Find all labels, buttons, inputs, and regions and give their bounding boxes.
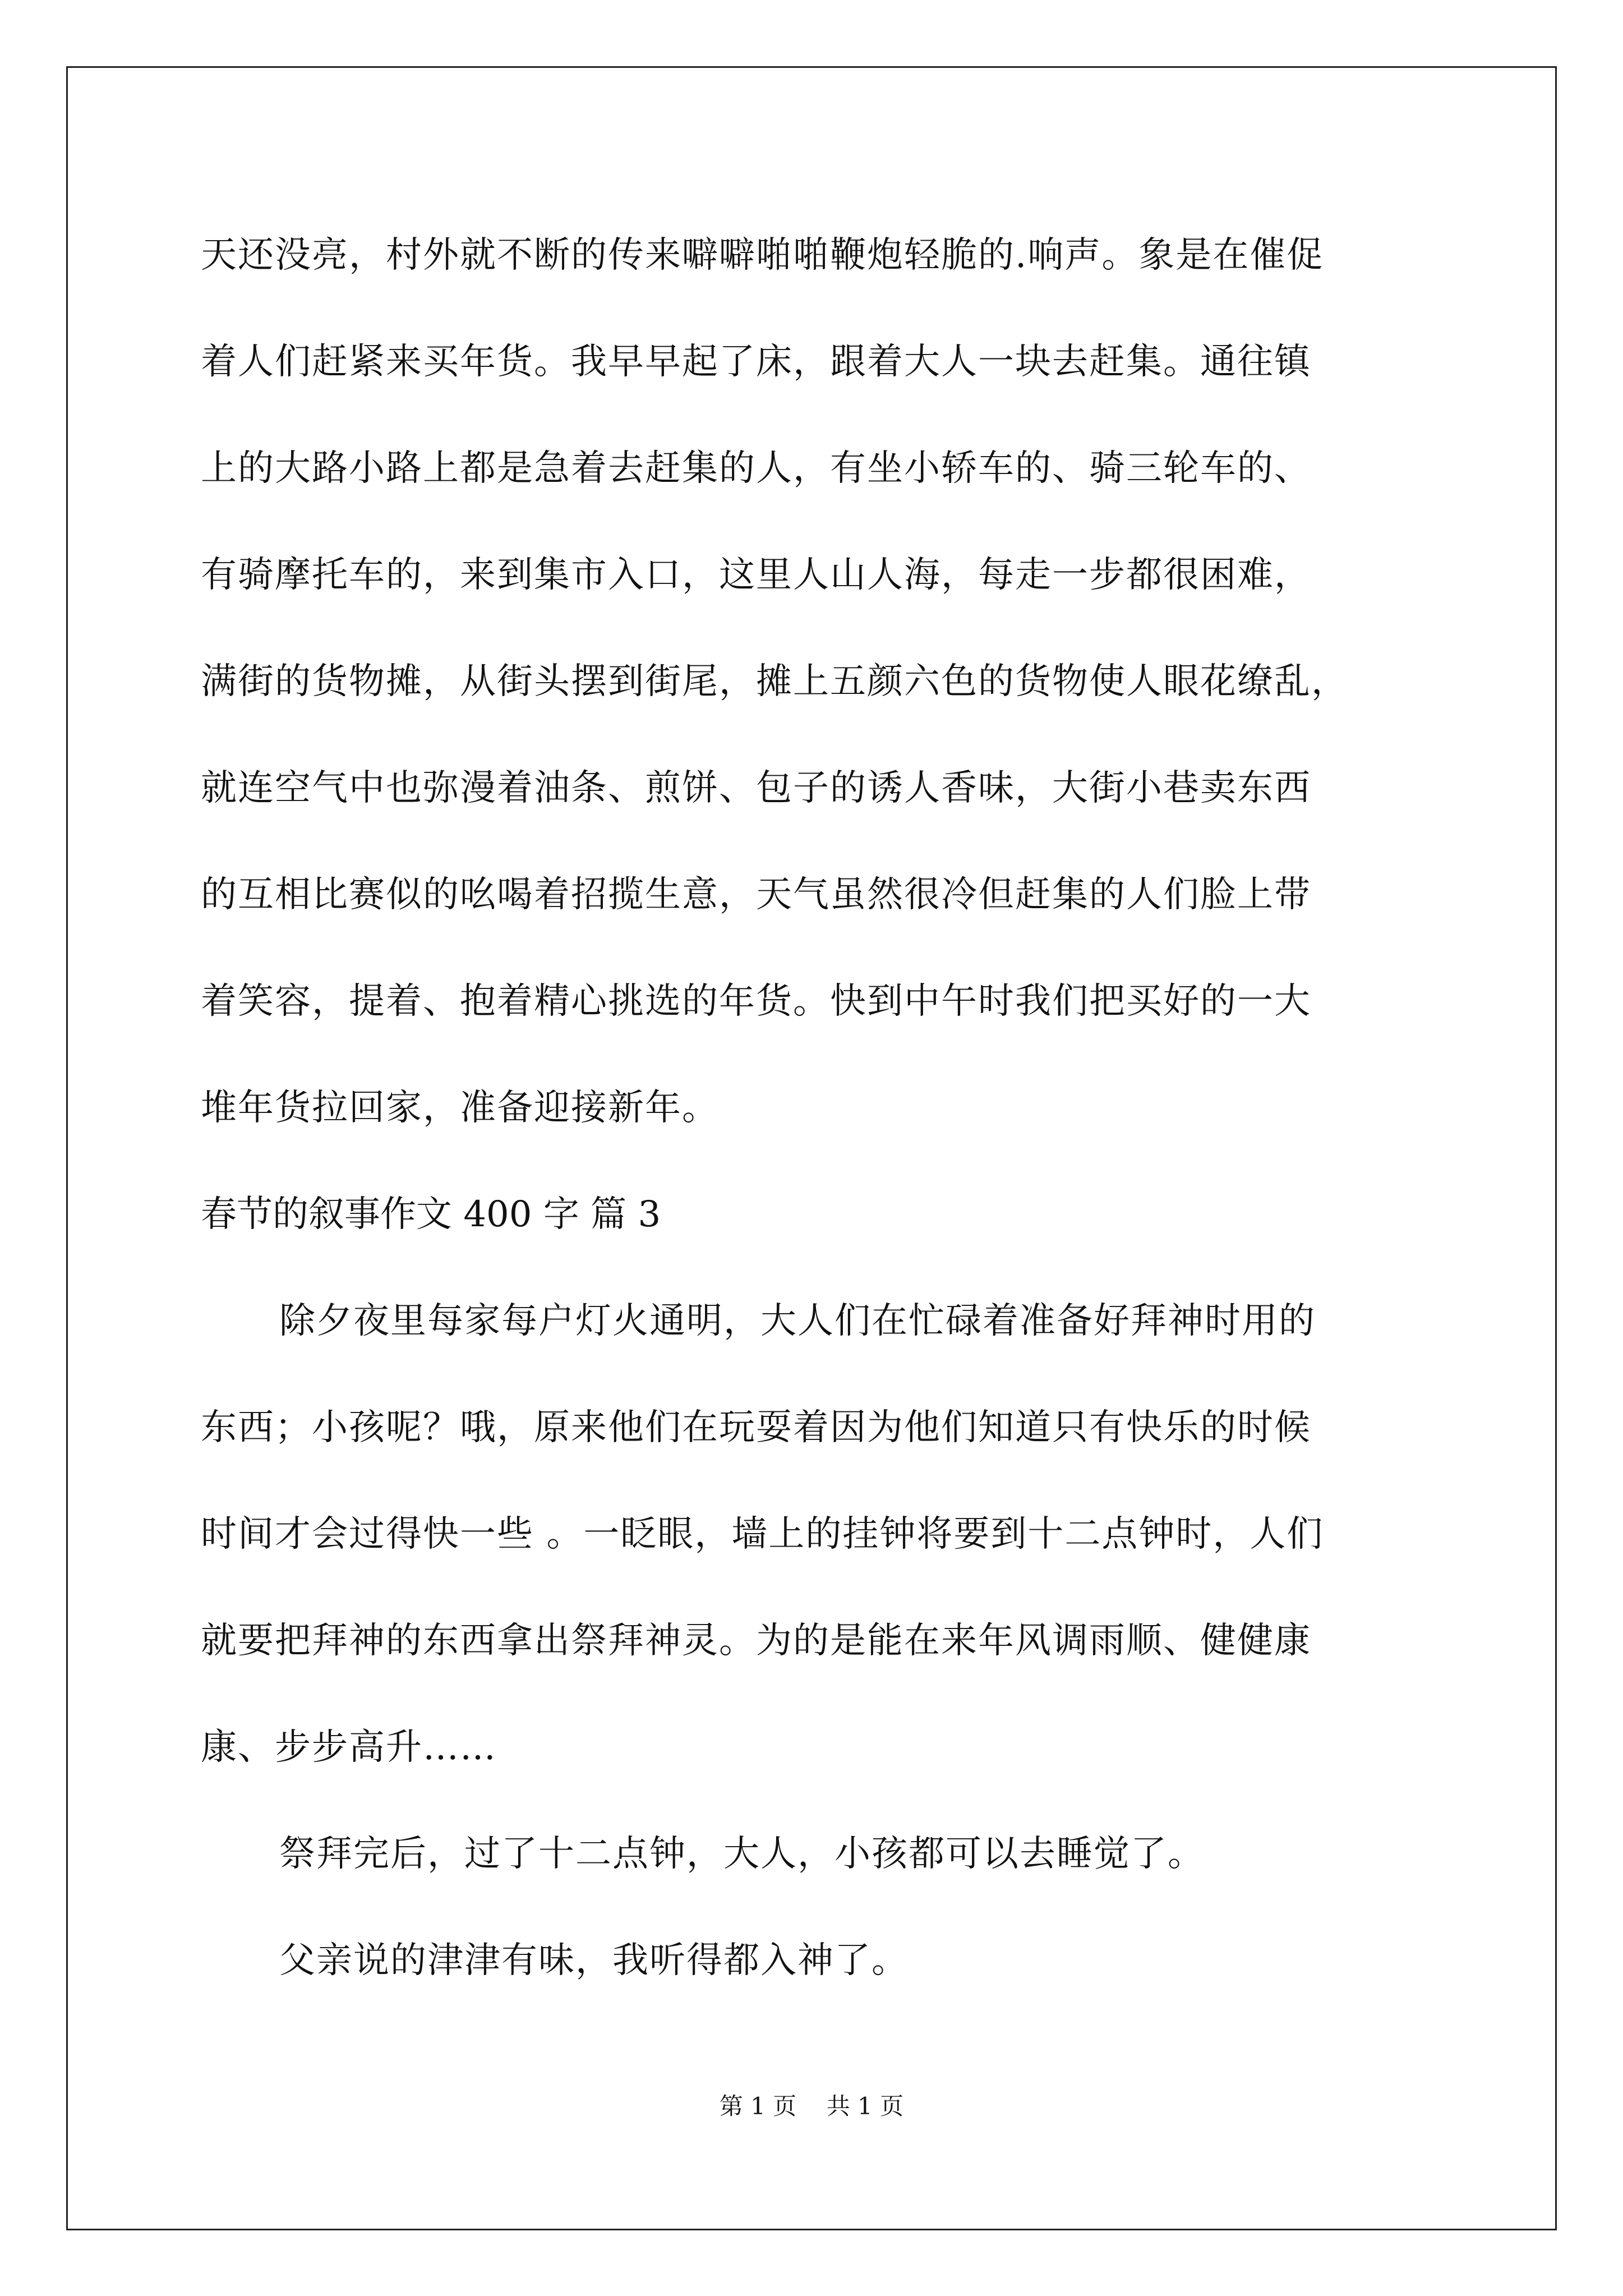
paragraph-line: 就要把拜神的东西拿出祭拜神灵。为的是能在来年风调雨顺、健健康 [201, 1620, 1311, 1662]
page-footer: 第 1 页 共 1 页 [719, 2092, 904, 2120]
paragraph-line: 东西；小孩呢？哦，原来他们在玩耍着因为他们知道只有快乐的时候 [201, 1407, 1311, 1448]
paragraph-line: 康、步步高升…… [201, 1727, 497, 1768]
paragraph-line: 堆年货拉回家，准备迎接新年。 [201, 1087, 719, 1129]
paragraph-line: 除夕夜里每家每户灯火通明，大人们在忙碌着准备好拜神时用的 [279, 1300, 1316, 1342]
paragraph-line: 就连空气中也弥漫着油条、煎饼、包子的诱人香味，大街小巷卖东西 [201, 767, 1311, 809]
paragraph-line: 父亲说的津津有味，我听得都入神了。 [279, 1940, 909, 1981]
paragraph-line: 上的大路小路上都是急着去赶集的人，有坐小轿车的、骑三轮车的、 [201, 448, 1311, 489]
paragraph-line: 时间才会过得快一些 。一眨眼，墙上的挂钟将要到十二点钟时，人们 [201, 1513, 1324, 1555]
paragraph-line: 祭拜完后，过了十二点钟，大人，小孩都可以去睡觉了。 [279, 1833, 1205, 1875]
paragraph-line: 的互相比赛似的吆喝着招揽生意，天气虽然很冷但赶集的人们脸上带 [201, 874, 1311, 915]
paragraph-line: 着笑容，提着、抱着精心挑选的年货。快到中午时我们把买好的一大 [201, 981, 1311, 1022]
paragraph-line: 有骑摩托车的，来到集市入口，这里人山人海，每走一步都很困难， [201, 554, 1311, 596]
paragraph-line: 天还没亮，村外就不断的传来噼噼啪啪鞭炮轻脆的.响声。象是在催促 [201, 234, 1324, 276]
paragraph-line: 着人们赶紧来买年货。我早早起了床，跟着大人一块去赶集。通往镇 [201, 341, 1311, 383]
document-body [201, 202, 1435, 2014]
paragraph-line: 满街的货物摊，从街头摆到街尾，摊上五颜六色的货物使人眼花缭乱， [201, 661, 1348, 702]
section-heading: 春节的叙事作文 400 字 篇 3 [201, 1194, 661, 1235]
